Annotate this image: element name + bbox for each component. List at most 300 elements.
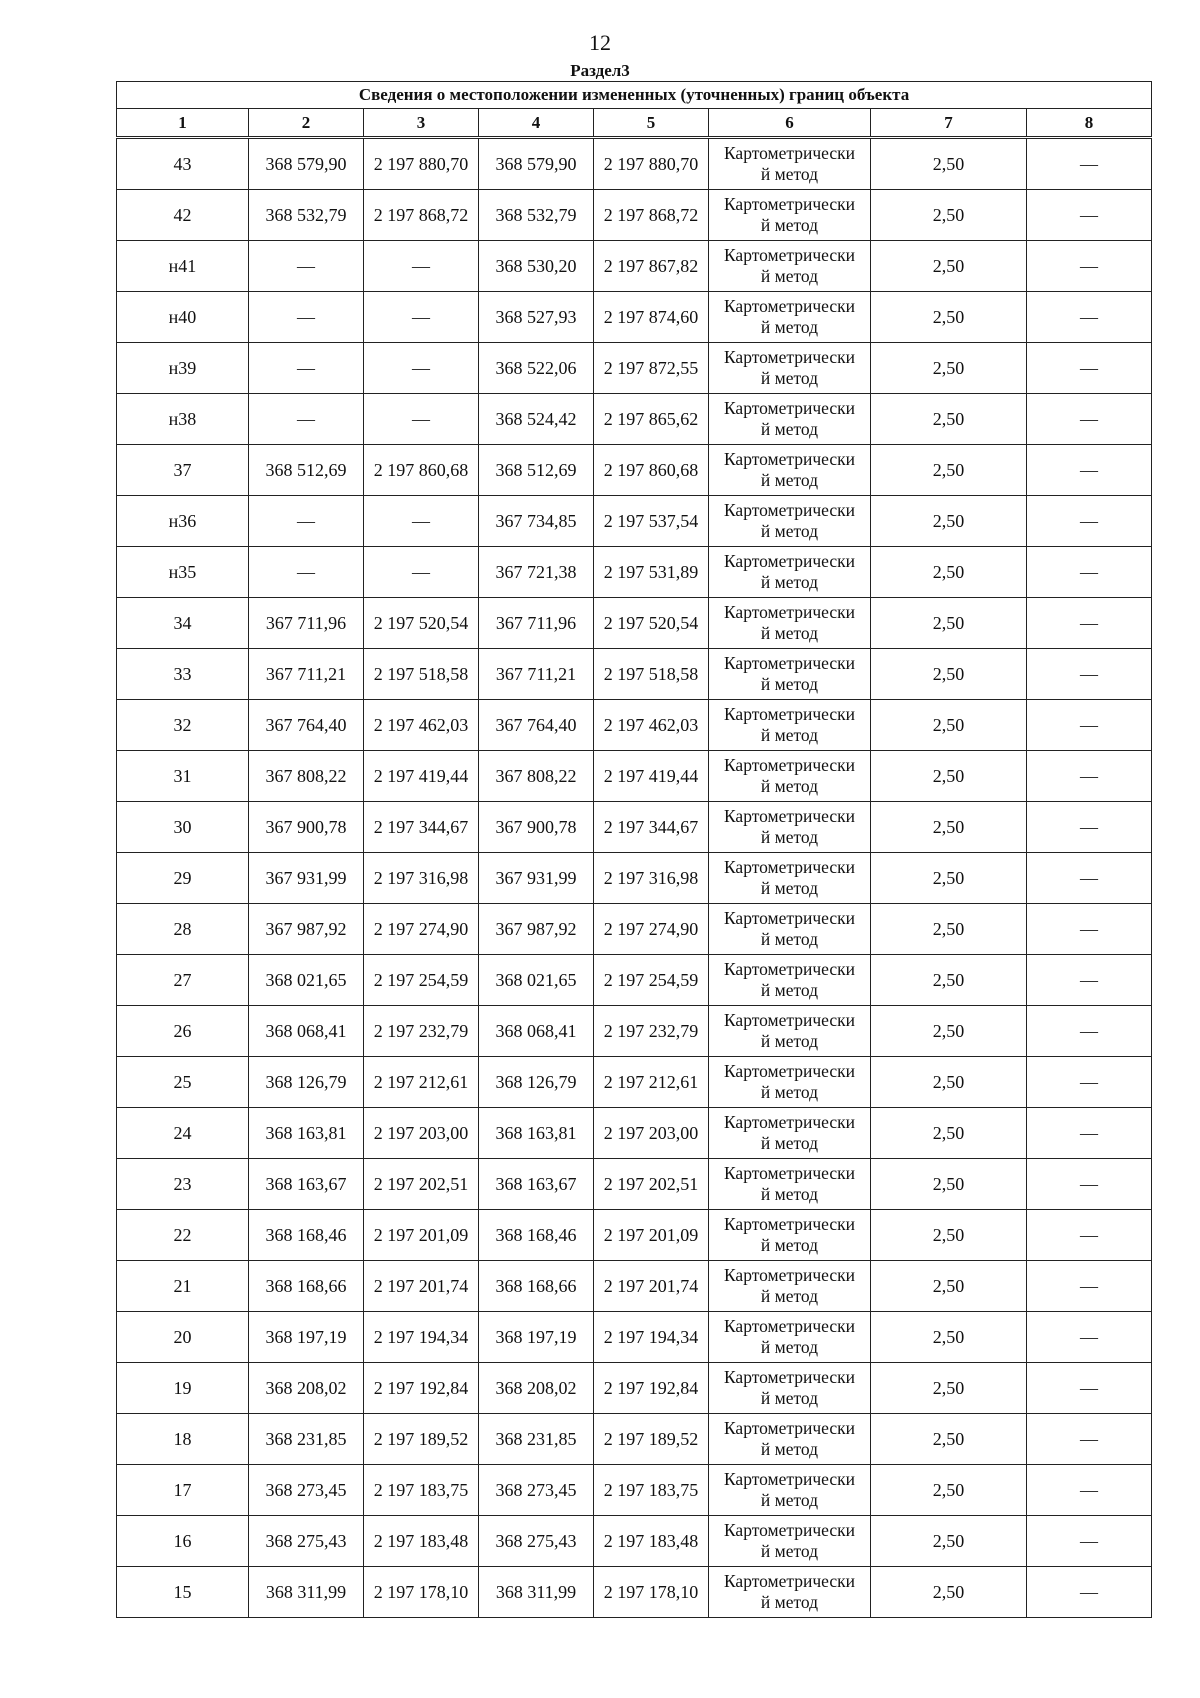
cell-col-2: 368 197,19 (249, 1312, 364, 1363)
cell-col-5: 2 197 183,48 (594, 1516, 709, 1567)
cell-col-7: 2,50 (871, 1210, 1027, 1261)
table-row (117, 1567, 1152, 1618)
cell-col-4: 367 931,99 (479, 853, 594, 904)
method-line-1: Картометрически (723, 653, 856, 673)
cell-col-7: 2,50 (871, 241, 1027, 292)
cell-col-7: 2,50 (871, 1465, 1027, 1516)
cell-method (709, 1363, 871, 1414)
method-line-2: й метод (760, 1184, 819, 1204)
method-line-1: Картометрически (723, 1367, 856, 1387)
cell-col-2: — (249, 292, 364, 343)
cell-col-8: — (1027, 1414, 1152, 1465)
cell-col-3: — (364, 394, 479, 445)
table-row (117, 700, 1152, 751)
cell-col-7: 2,50 (871, 700, 1027, 751)
method-line-2: й метод (760, 878, 819, 898)
cell-col-4: 368 126,79 (479, 1057, 594, 1108)
method-line-1: Картометрически (723, 1163, 856, 1183)
cell-col-2: 367 764,40 (249, 700, 364, 751)
cell-col-8: — (1027, 1006, 1152, 1057)
cell-col-1: 43 (117, 138, 249, 190)
cell-col-1: 37 (117, 445, 249, 496)
cell-col-8: — (1027, 700, 1152, 751)
cell-col-8: — (1027, 955, 1152, 1006)
method-line-2: й метод (760, 776, 819, 796)
table-row (117, 394, 1152, 445)
cell-col-8: — (1027, 904, 1152, 955)
method-line-2: й метод (760, 674, 819, 694)
cell-col-3: — (364, 343, 479, 394)
cell-col-4: 368 068,41 (479, 1006, 594, 1057)
cell-col-1: 30 (117, 802, 249, 853)
cell-col-4: 367 734,85 (479, 496, 594, 547)
method-line-2: й метод (760, 368, 819, 388)
cell-method (709, 1567, 871, 1618)
cell-col-1: 19 (117, 1363, 249, 1414)
cell-col-3: 2 197 462,03 (364, 700, 479, 751)
cell-col-1: н38 (117, 394, 249, 445)
cell-col-3: 2 197 178,10 (364, 1567, 479, 1618)
cell-col-1: 42 (117, 190, 249, 241)
method-line-2: й метод (760, 827, 819, 847)
table-row (117, 241, 1152, 292)
cell-col-5: 2 197 201,74 (594, 1261, 709, 1312)
cell-col-4: 368 168,66 (479, 1261, 594, 1312)
method-line-1: Картометрически (723, 1265, 856, 1285)
cell-col-5: 2 197 274,90 (594, 904, 709, 955)
method-line-2: й метод (760, 1541, 819, 1561)
table-row (117, 496, 1152, 547)
cell-col-7: 2,50 (871, 1261, 1027, 1312)
table-caption: Сведения о местоположении измененных (уточненных) границ объекта (117, 82, 1152, 109)
cell-method (709, 394, 871, 445)
cell-col-7: 2,50 (871, 802, 1027, 853)
cell-col-3: — (364, 292, 479, 343)
cell-col-5: 2 197 192,84 (594, 1363, 709, 1414)
cell-method (709, 1108, 871, 1159)
cell-col-3: 2 197 868,72 (364, 190, 479, 241)
cell-col-4: 367 900,78 (479, 802, 594, 853)
method-line-2: й метод (760, 164, 819, 184)
method-line-1: Картометрически (723, 908, 856, 928)
method-line-1: Картометрически (723, 602, 856, 622)
cell-col-2: 368 231,85 (249, 1414, 364, 1465)
column-header-4: 4 (479, 109, 594, 138)
method-line-1: Картометрически (723, 959, 856, 979)
cell-col-1: н40 (117, 292, 249, 343)
cell-col-1: 16 (117, 1516, 249, 1567)
method-line-2: й метод (760, 266, 819, 286)
table-row (117, 1261, 1152, 1312)
cell-col-5: 2 197 201,09 (594, 1210, 709, 1261)
table-row (117, 649, 1152, 700)
cell-col-5: 2 197 212,61 (594, 1057, 709, 1108)
cell-col-8: — (1027, 1516, 1152, 1567)
table-row (117, 343, 1152, 394)
cell-col-3: 2 197 520,54 (364, 598, 479, 649)
cell-col-3: 2 197 194,34 (364, 1312, 479, 1363)
cell-col-5: 2 197 874,60 (594, 292, 709, 343)
cell-col-7: 2,50 (871, 190, 1027, 241)
table-row (117, 547, 1152, 598)
cell-col-7: 2,50 (871, 1057, 1027, 1108)
cell-method (709, 547, 871, 598)
cell-col-1: 24 (117, 1108, 249, 1159)
cell-method (709, 1057, 871, 1108)
cell-col-3: 2 197 212,61 (364, 1057, 479, 1108)
table-row (117, 1108, 1152, 1159)
cell-col-7: 2,50 (871, 138, 1027, 190)
cell-col-2: 368 512,69 (249, 445, 364, 496)
table-row (117, 1465, 1152, 1516)
cell-col-8: — (1027, 598, 1152, 649)
section-title: Раздел3 (570, 61, 630, 80)
column-header-6: 6 (709, 109, 871, 138)
table-row (117, 1312, 1152, 1363)
cell-col-4: 368 532,79 (479, 190, 594, 241)
cell-col-1: 34 (117, 598, 249, 649)
cell-col-7: 2,50 (871, 343, 1027, 394)
cell-col-8: — (1027, 802, 1152, 853)
cell-method (709, 190, 871, 241)
cell-col-7: 2,50 (871, 904, 1027, 955)
cell-method (709, 241, 871, 292)
cell-col-7: 2,50 (871, 1414, 1027, 1465)
cell-col-1: 23 (117, 1159, 249, 1210)
column-header-3: 3 (364, 109, 479, 138)
method-line-2: й метод (760, 1133, 819, 1153)
column-header-1: 1 (117, 109, 249, 138)
method-line-1: Картометрически (723, 245, 856, 265)
method-line-1: Картометрически (723, 1061, 856, 1081)
cell-col-8: — (1027, 190, 1152, 241)
cell-col-4: 368 163,81 (479, 1108, 594, 1159)
cell-col-2: — (249, 343, 364, 394)
cell-col-7: 2,50 (871, 1363, 1027, 1414)
method-line-1: Картометрически (723, 1112, 856, 1132)
method-line-1: Картометрически (723, 398, 856, 418)
method-line-1: Картометрически (723, 551, 856, 571)
cell-col-2: 368 532,79 (249, 190, 364, 241)
method-line-1: Картометрически (723, 449, 856, 469)
cell-col-5: 2 197 178,10 (594, 1567, 709, 1618)
cell-col-5: 2 197 202,51 (594, 1159, 709, 1210)
method-line-2: й метод (760, 980, 819, 1000)
cell-col-3: 2 197 183,48 (364, 1516, 479, 1567)
column-header-8: 8 (1027, 109, 1152, 138)
cell-col-3: 2 197 344,67 (364, 802, 479, 853)
column-header-7: 7 (871, 109, 1027, 138)
cell-method (709, 904, 871, 955)
method-line-1: Картометрически (723, 347, 856, 367)
cell-col-3: 2 197 316,98 (364, 853, 479, 904)
table-row (117, 292, 1152, 343)
cell-method (709, 1210, 871, 1261)
cell-col-8: — (1027, 1363, 1152, 1414)
cell-col-8: — (1027, 1465, 1152, 1516)
cell-col-2: — (249, 496, 364, 547)
cell-col-4: 368 021,65 (479, 955, 594, 1006)
method-line-1: Картометрически (723, 755, 856, 775)
method-line-2: й метод (760, 1031, 819, 1051)
cell-col-4: 367 721,38 (479, 547, 594, 598)
cell-col-2: 368 275,43 (249, 1516, 364, 1567)
cell-col-3: 2 197 860,68 (364, 445, 479, 496)
cell-col-7: 2,50 (871, 292, 1027, 343)
column-header-5: 5 (594, 109, 709, 138)
method-line-1: Картометрически (723, 1214, 856, 1234)
cell-method (709, 1006, 871, 1057)
cell-col-1: 33 (117, 649, 249, 700)
cell-col-2: 368 068,41 (249, 1006, 364, 1057)
cell-col-8: — (1027, 1261, 1152, 1312)
cell-method (709, 1312, 871, 1363)
cell-col-5: 2 197 316,98 (594, 853, 709, 904)
cell-col-2: — (249, 394, 364, 445)
cell-col-4: 367 711,96 (479, 598, 594, 649)
cell-col-1: н35 (117, 547, 249, 598)
cell-col-7: 2,50 (871, 445, 1027, 496)
cell-method (709, 1414, 871, 1465)
method-line-2: й метод (760, 725, 819, 745)
cell-col-5: 2 197 537,54 (594, 496, 709, 547)
cell-method (709, 343, 871, 394)
cell-col-1: 18 (117, 1414, 249, 1465)
method-line-2: й метод (760, 1337, 819, 1357)
cell-col-4: 367 711,21 (479, 649, 594, 700)
cell-col-2: 367 900,78 (249, 802, 364, 853)
cell-col-7: 2,50 (871, 598, 1027, 649)
method-line-2: й метод (760, 1490, 819, 1510)
table-row (117, 802, 1152, 853)
cell-method (709, 292, 871, 343)
cell-col-4: 368 530,20 (479, 241, 594, 292)
cell-method (709, 1261, 871, 1312)
cell-col-1: н41 (117, 241, 249, 292)
cell-col-8: — (1027, 343, 1152, 394)
method-line-2: й метод (760, 317, 819, 337)
cell-col-3: 2 197 232,79 (364, 1006, 479, 1057)
method-line-2: й метод (760, 1286, 819, 1306)
method-line-1: Картометрически (723, 806, 856, 826)
cell-col-5: 2 197 867,82 (594, 241, 709, 292)
cell-col-8: — (1027, 1159, 1152, 1210)
cell-col-2: 368 168,66 (249, 1261, 364, 1312)
table-row (117, 1516, 1152, 1567)
cell-col-1: н36 (117, 496, 249, 547)
table-row (117, 955, 1152, 1006)
table-row (117, 1414, 1152, 1465)
cell-method (709, 138, 871, 190)
method-line-2: й метод (760, 623, 819, 643)
cell-col-2: 367 711,21 (249, 649, 364, 700)
table-caption-row (117, 82, 1152, 109)
cell-col-2: 368 579,90 (249, 138, 364, 190)
cell-col-5: 2 197 419,44 (594, 751, 709, 802)
cell-col-7: 2,50 (871, 751, 1027, 802)
cell-col-5: 2 197 880,70 (594, 138, 709, 190)
cell-col-3: — (364, 241, 479, 292)
cell-col-7: 2,50 (871, 1312, 1027, 1363)
method-line-1: Картометрически (723, 296, 856, 316)
cell-col-2: 368 126,79 (249, 1057, 364, 1108)
cell-method (709, 1516, 871, 1567)
method-line-2: й метод (760, 521, 819, 541)
method-line-2: й метод (760, 1592, 819, 1612)
cell-col-1: 21 (117, 1261, 249, 1312)
cell-col-4: 368 522,06 (479, 343, 594, 394)
method-line-1: Картометрически (723, 1469, 856, 1489)
cell-col-3: 2 197 274,90 (364, 904, 479, 955)
method-line-1: Картометрически (723, 704, 856, 724)
cell-col-7: 2,50 (871, 1567, 1027, 1618)
cell-method (709, 598, 871, 649)
cell-col-8: — (1027, 1108, 1152, 1159)
cell-col-5: 2 197 868,72 (594, 190, 709, 241)
column-header-2: 2 (249, 109, 364, 138)
cell-col-1: 26 (117, 1006, 249, 1057)
cell-col-8: — (1027, 649, 1152, 700)
cell-col-4: 368 527,93 (479, 292, 594, 343)
method-line-2: й метод (760, 1235, 819, 1255)
cell-method (709, 1465, 871, 1516)
cell-col-5: 2 197 518,58 (594, 649, 709, 700)
method-line-1: Картометрически (723, 1316, 856, 1336)
cell-method (709, 649, 871, 700)
cell-col-8: — (1027, 292, 1152, 343)
table-row (117, 1210, 1152, 1261)
cell-col-1: 32 (117, 700, 249, 751)
cell-col-2: 368 163,67 (249, 1159, 364, 1210)
cell-col-8: — (1027, 1057, 1152, 1108)
method-line-1: Картометрически (723, 143, 856, 163)
cell-col-8: — (1027, 547, 1152, 598)
method-line-1: Картометрически (723, 1520, 856, 1540)
method-line-2: й метод (760, 470, 819, 490)
cell-col-1: 25 (117, 1057, 249, 1108)
cell-col-4: 368 163,67 (479, 1159, 594, 1210)
method-line-1: Картометрически (723, 1418, 856, 1438)
cell-col-7: 2,50 (871, 1006, 1027, 1057)
cell-col-4: 368 524,42 (479, 394, 594, 445)
cell-col-3: 2 197 192,84 (364, 1363, 479, 1414)
cell-col-5: 2 197 872,55 (594, 343, 709, 394)
cell-col-1: 31 (117, 751, 249, 802)
table-row (117, 751, 1152, 802)
cell-col-5: 2 197 860,68 (594, 445, 709, 496)
cell-col-7: 2,50 (871, 649, 1027, 700)
cell-col-4: 368 275,43 (479, 1516, 594, 1567)
cell-col-8: — (1027, 1210, 1152, 1261)
cell-col-3: 2 197 189,52 (364, 1414, 479, 1465)
cell-col-4: 368 208,02 (479, 1363, 594, 1414)
table-row (117, 1006, 1152, 1057)
cell-col-2: 367 808,22 (249, 751, 364, 802)
method-line-1: Картометрически (723, 194, 856, 214)
cell-col-8: — (1027, 394, 1152, 445)
cell-col-2: 367 711,96 (249, 598, 364, 649)
cell-col-2: 368 208,02 (249, 1363, 364, 1414)
method-line-1: Картометрически (723, 500, 856, 520)
method-line-1: Картометрически (723, 1571, 856, 1591)
cell-col-7: 2,50 (871, 496, 1027, 547)
cell-col-1: 22 (117, 1210, 249, 1261)
cell-col-3: 2 197 201,74 (364, 1261, 479, 1312)
cell-method (709, 1159, 871, 1210)
cell-col-3: — (364, 496, 479, 547)
cell-col-4: 368 168,46 (479, 1210, 594, 1261)
cell-col-7: 2,50 (871, 1108, 1027, 1159)
cell-col-3: 2 197 880,70 (364, 138, 479, 190)
cell-col-4: 368 273,45 (479, 1465, 594, 1516)
cell-col-5: 2 197 189,52 (594, 1414, 709, 1465)
cell-col-3: 2 197 202,51 (364, 1159, 479, 1210)
table-row (117, 853, 1152, 904)
cell-method (709, 751, 871, 802)
cell-col-5: 2 197 344,67 (594, 802, 709, 853)
table-row (117, 598, 1152, 649)
cell-col-5: 2 197 520,54 (594, 598, 709, 649)
cell-col-2: 368 273,45 (249, 1465, 364, 1516)
cell-col-2: 367 931,99 (249, 853, 364, 904)
cell-col-4: 368 231,85 (479, 1414, 594, 1465)
cell-col-4: 368 512,69 (479, 445, 594, 496)
cell-col-5: 2 197 203,00 (594, 1108, 709, 1159)
cell-col-7: 2,50 (871, 1516, 1027, 1567)
cell-col-1: 15 (117, 1567, 249, 1618)
cell-col-2: 368 163,81 (249, 1108, 364, 1159)
cell-col-3: 2 197 183,75 (364, 1465, 479, 1516)
cell-method (709, 700, 871, 751)
table-row (117, 1057, 1152, 1108)
cell-col-8: — (1027, 751, 1152, 802)
cell-col-4: 367 764,40 (479, 700, 594, 751)
cell-col-4: 367 987,92 (479, 904, 594, 955)
cell-col-7: 2,50 (871, 547, 1027, 598)
method-line-2: й метод (760, 1439, 819, 1459)
cell-col-2: — (249, 241, 364, 292)
cell-method (709, 853, 871, 904)
cell-col-2: 367 987,92 (249, 904, 364, 955)
cell-col-5: 2 197 194,34 (594, 1312, 709, 1363)
cell-col-2: 368 021,65 (249, 955, 364, 1006)
cell-col-8: — (1027, 853, 1152, 904)
cell-col-4: 368 197,19 (479, 1312, 594, 1363)
table-row (117, 1159, 1152, 1210)
method-line-2: й метод (760, 419, 819, 439)
table-row (117, 1363, 1152, 1414)
cell-col-4: 368 579,90 (479, 138, 594, 190)
cell-col-3: 2 197 254,59 (364, 955, 479, 1006)
cell-col-2: 368 168,46 (249, 1210, 364, 1261)
cell-col-3: 2 197 203,00 (364, 1108, 479, 1159)
cell-col-1: 28 (117, 904, 249, 955)
cell-col-7: 2,50 (871, 394, 1027, 445)
cell-col-7: 2,50 (871, 1159, 1027, 1210)
cell-col-5: 2 197 254,59 (594, 955, 709, 1006)
cell-col-3: 2 197 518,58 (364, 649, 479, 700)
page-number: 12 (589, 30, 611, 55)
method-line-2: й метод (760, 929, 819, 949)
cell-method (709, 955, 871, 1006)
method-line-2: й метод (760, 1388, 819, 1408)
cell-col-1: н39 (117, 343, 249, 394)
cell-col-8: — (1027, 496, 1152, 547)
cell-col-8: — (1027, 445, 1152, 496)
cell-col-7: 2,50 (871, 853, 1027, 904)
cell-col-5: 2 197 232,79 (594, 1006, 709, 1057)
table-body (117, 138, 1152, 1618)
